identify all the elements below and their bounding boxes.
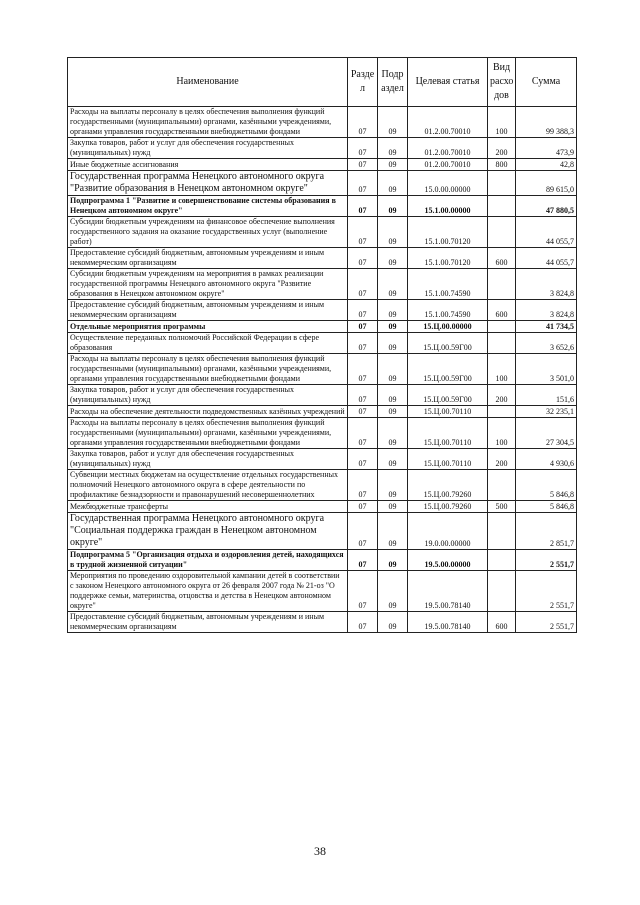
table-row <box>68 248 577 269</box>
row-expense-type-cell <box>488 269 516 300</box>
row-section-cell: 07 <box>348 513 378 550</box>
row-name-cell: Расходы на выплаты персоналу в целях обеспечения выполнения функций государственными (муниципальными) органами, казёнными учреждениями, органами управления государственными внебюджетными фондами <box>68 418 348 449</box>
table-row <box>68 418 577 449</box>
row-name-cell: Межбюджетные трансферты <box>68 501 348 513</box>
header-name: Наименование <box>68 58 348 107</box>
row-target-cell: 01.2.00.70010 <box>408 159 488 171</box>
row-name-cell: Государственная программа Ненецкого автономного округа "Развитие образования в Ненецком автономном округе" <box>68 171 348 196</box>
table-header-row <box>68 58 577 107</box>
row-expense-type-cell: 100 <box>488 354 516 385</box>
row-subsection-cell: 09 <box>378 269 408 300</box>
row-subsection-cell: 09 <box>378 171 408 196</box>
row-expense-type-cell <box>488 333 516 354</box>
row-subsection-cell: 09 <box>378 449 408 470</box>
row-section-cell: 07 <box>348 571 378 612</box>
table-row <box>68 513 577 550</box>
row-section-cell: 07 <box>348 138 378 159</box>
row-subsection-cell: 09 <box>378 138 408 159</box>
row-expense-type-cell <box>488 470 516 501</box>
row-expense-type-cell <box>488 196 516 217</box>
table-row <box>68 501 577 513</box>
row-target-cell: 01.2.00.70010 <box>408 107 488 138</box>
row-target-cell: 01.2.00.70010 <box>408 138 488 159</box>
row-name-cell: Расходы на выплаты персоналу в целях обеспечения выполнения функций государственными (муниципальными) органами, казёнными учреждениями, органами управления государственными внебюджетными фондами <box>68 107 348 138</box>
row-name-cell: Субсидии бюджетным учреждениям на мероприятия в рамках реализации государственной программы Ненецкого автономного округа "Развитие образования в Ненецком автономном округе" <box>68 269 348 300</box>
row-sum-cell: 32 235,1 <box>516 406 577 418</box>
row-sum-cell: 44 055,7 <box>516 217 577 248</box>
table-row <box>68 300 577 321</box>
row-target-cell: 15.1.00.74590 <box>408 300 488 321</box>
row-section-cell: 07 <box>348 550 378 571</box>
row-subsection-cell: 09 <box>378 406 408 418</box>
header-expense-type: Вид расхо дов <box>488 58 516 107</box>
table-row <box>68 217 577 248</box>
row-section-cell: 07 <box>348 449 378 470</box>
table-row <box>68 107 577 138</box>
row-name-cell: Отдельные мероприятия программы <box>68 321 348 333</box>
table-row <box>68 321 577 333</box>
table-body <box>68 107 577 633</box>
row-name-cell: Государственная программа Ненецкого автономного округа "Социальная поддержка граждан в Ненецком автономном округе" <box>68 513 348 550</box>
row-target-cell: 15.0.00.00000 <box>408 171 488 196</box>
row-section-cell: 07 <box>348 196 378 217</box>
row-subsection-cell: 09 <box>378 550 408 571</box>
row-target-cell: 15.1.00.70120 <box>408 248 488 269</box>
row-sum-cell: 3 501,0 <box>516 354 577 385</box>
row-expense-type-cell: 200 <box>488 138 516 159</box>
row-sum-cell: 5 846,8 <box>516 501 577 513</box>
row-target-cell: 15.Ц.00.70110 <box>408 406 488 418</box>
row-subsection-cell: 09 <box>378 612 408 633</box>
row-sum-cell: 3 652,6 <box>516 333 577 354</box>
row-target-cell: 15.1.00.70120 <box>408 217 488 248</box>
row-name-cell: Предоставление субсидий бюджетным, автономным учреждениям и иным некоммерческим организациям <box>68 248 348 269</box>
row-expense-type-cell <box>488 171 516 196</box>
row-target-cell: 15.Ц.00.79260 <box>408 501 488 513</box>
row-subsection-cell: 09 <box>378 571 408 612</box>
row-target-cell: 15.1.00.74590 <box>408 269 488 300</box>
row-expense-type-cell <box>488 406 516 418</box>
row-subsection-cell: 09 <box>378 513 408 550</box>
row-section-cell: 07 <box>348 501 378 513</box>
row-section-cell: 07 <box>348 470 378 501</box>
row-expense-type-cell: 600 <box>488 612 516 633</box>
row-subsection-cell: 09 <box>378 159 408 171</box>
row-expense-type-cell: 600 <box>488 248 516 269</box>
row-subsection-cell: 09 <box>378 321 408 333</box>
row-section-cell: 07 <box>348 612 378 633</box>
row-sum-cell: 2 551,7 <box>516 550 577 571</box>
row-name-cell: Закупка товаров, работ и услуг для обеспечения государственных (муниципальных) нужд <box>68 385 348 406</box>
table-row <box>68 406 577 418</box>
row-name-cell: Осуществление переданных полномочий Российской Федерации в сфере образования <box>68 333 348 354</box>
row-target-cell: 15.Ц.00.70110 <box>408 418 488 449</box>
table-row <box>68 354 577 385</box>
row-name-cell: Расходы на выплаты персоналу в целях обеспечения выполнения функций государственными (муниципальными) органами, казёнными учреждениями, органами управления государственными внебюджетными фондами <box>68 354 348 385</box>
row-expense-type-cell <box>488 321 516 333</box>
table-row <box>68 385 577 406</box>
row-section-cell: 07 <box>348 406 378 418</box>
row-sum-cell: 2 851,7 <box>516 513 577 550</box>
row-target-cell: 15.Ц.00.00000 <box>408 321 488 333</box>
row-section-cell: 07 <box>348 385 378 406</box>
row-sum-cell: 2 551,7 <box>516 612 577 633</box>
row-name-cell: Подпрограмма 1 "Развитие и совершенствование системы образования в Ненецком автономном округе" <box>68 196 348 217</box>
row-subsection-cell: 09 <box>378 300 408 321</box>
row-section-cell: 07 <box>348 171 378 196</box>
row-name-cell: Закупка товаров, работ и услуг для обеспечения государственных (муниципальных) нужд <box>68 449 348 470</box>
table-row <box>68 449 577 470</box>
row-sum-cell: 44 055,7 <box>516 248 577 269</box>
row-target-cell: 19.5.00.00000 <box>408 550 488 571</box>
row-target-cell: 15.Ц.00.79260 <box>408 470 488 501</box>
row-sum-cell: 3 824,8 <box>516 300 577 321</box>
table-row <box>68 196 577 217</box>
row-section-cell: 07 <box>348 333 378 354</box>
row-name-cell: Предоставление субсидий бюджетным, автономным учреждениям и иным некоммерческим организациям <box>68 612 348 633</box>
header-target-article: Целевая статья <box>408 58 488 107</box>
row-expense-type-cell <box>488 217 516 248</box>
row-expense-type-cell: 800 <box>488 159 516 171</box>
row-subsection-cell: 09 <box>378 501 408 513</box>
row-sum-cell: 151,6 <box>516 385 577 406</box>
row-sum-cell: 47 880,5 <box>516 196 577 217</box>
row-section-cell: 07 <box>348 321 378 333</box>
row-subsection-cell: 09 <box>378 217 408 248</box>
row-expense-type-cell: 500 <box>488 501 516 513</box>
row-section-cell: 07 <box>348 248 378 269</box>
row-subsection-cell: 09 <box>378 333 408 354</box>
row-sum-cell: 4 930,6 <box>516 449 577 470</box>
row-section-cell: 07 <box>348 159 378 171</box>
row-sum-cell: 3 824,8 <box>516 269 577 300</box>
row-sum-cell: 89 615,0 <box>516 171 577 196</box>
row-sum-cell: 41 734,5 <box>516 321 577 333</box>
row-expense-type-cell: 100 <box>488 107 516 138</box>
row-name-cell: Подпрограмма 5 "Организация отдыха и оздоровления детей, находящихся в трудной жизненной ситуации" <box>68 550 348 571</box>
row-name-cell: Закупка товаров, работ и услуг для обеспечения государственных (муниципальных) нужд <box>68 138 348 159</box>
row-expense-type-cell <box>488 571 516 612</box>
row-target-cell: 15.1.00.00000 <box>408 196 488 217</box>
page-number: 38 <box>314 844 326 858</box>
row-target-cell: 15.Ц.00.59Г00 <box>408 385 488 406</box>
row-name-cell: Иные бюджетные ассигнования <box>68 159 348 171</box>
table-row <box>68 171 577 196</box>
budget-table <box>67 57 577 633</box>
row-subsection-cell: 09 <box>378 248 408 269</box>
row-sum-cell: 5 846,8 <box>516 470 577 501</box>
row-target-cell: 15.Ц.00.70110 <box>408 449 488 470</box>
row-sum-cell: 2 551,7 <box>516 571 577 612</box>
table-row <box>68 612 577 633</box>
row-target-cell: 19.5.00.78140 <box>408 612 488 633</box>
table-row <box>68 269 577 300</box>
row-name-cell: Предоставление субсидий бюджетным, автономным учреждениям и иным некоммерческим организациям <box>68 300 348 321</box>
row-name-cell: Мероприятия по проведению оздоровительной кампании детей в соответствии с законом Ненецкого автономного округа от 26 февраля 2007 года № 21-оз "О поддержке семьи, материнства, отцовства и детства в Ненецком автономном округе" <box>68 571 348 612</box>
row-expense-type-cell: 200 <box>488 449 516 470</box>
table-row <box>68 333 577 354</box>
row-section-cell: 07 <box>348 354 378 385</box>
row-name-cell: Субсидии бюджетным учреждениям на финансовое обеспечение выполнения государственного задания на оказание государственных услуг (выполнение работ) <box>68 217 348 248</box>
row-target-cell: 19.0.00.00000 <box>408 513 488 550</box>
header-sum: Сумма <box>516 58 577 107</box>
row-sum-cell: 42,8 <box>516 159 577 171</box>
row-section-cell: 07 <box>348 217 378 248</box>
row-subsection-cell: 09 <box>378 107 408 138</box>
table-row <box>68 138 577 159</box>
row-sum-cell: 99 388,3 <box>516 107 577 138</box>
row-section-cell: 07 <box>348 300 378 321</box>
row-expense-type-cell: 200 <box>488 385 516 406</box>
row-subsection-cell: 09 <box>378 354 408 385</box>
row-target-cell: 19.5.00.78140 <box>408 571 488 612</box>
table-row <box>68 550 577 571</box>
row-sum-cell: 473,9 <box>516 138 577 159</box>
table-row <box>68 470 577 501</box>
row-name-cell: Расходы на обеспечение деятельности подведомственных казённых учреждений <box>68 406 348 418</box>
row-expense-type-cell <box>488 513 516 550</box>
row-subsection-cell: 09 <box>378 418 408 449</box>
row-name-cell: Субвенции местных бюджетам на осуществление отдельных государственных полномочий Ненецкого автономного округа в сфере деятельности по профилактике безнадзорности и правонарушений несовершеннолетних <box>68 470 348 501</box>
row-subsection-cell: 09 <box>378 196 408 217</box>
row-expense-type-cell: 100 <box>488 418 516 449</box>
row-expense-type-cell: 600 <box>488 300 516 321</box>
row-subsection-cell: 09 <box>378 470 408 501</box>
table-row <box>68 571 577 612</box>
row-sum-cell: 27 304,5 <box>516 418 577 449</box>
row-subsection-cell: 09 <box>378 385 408 406</box>
header-subsection: Подр аздел <box>378 58 408 107</box>
table-row <box>68 159 577 171</box>
row-target-cell: 15.Ц.00.59Г00 <box>408 354 488 385</box>
header-section: Разде л <box>348 58 378 107</box>
row-section-cell: 07 <box>348 269 378 300</box>
row-target-cell: 15.Ц.00.59Г00 <box>408 333 488 354</box>
row-section-cell: 07 <box>348 107 378 138</box>
row-section-cell: 07 <box>348 418 378 449</box>
row-expense-type-cell <box>488 550 516 571</box>
